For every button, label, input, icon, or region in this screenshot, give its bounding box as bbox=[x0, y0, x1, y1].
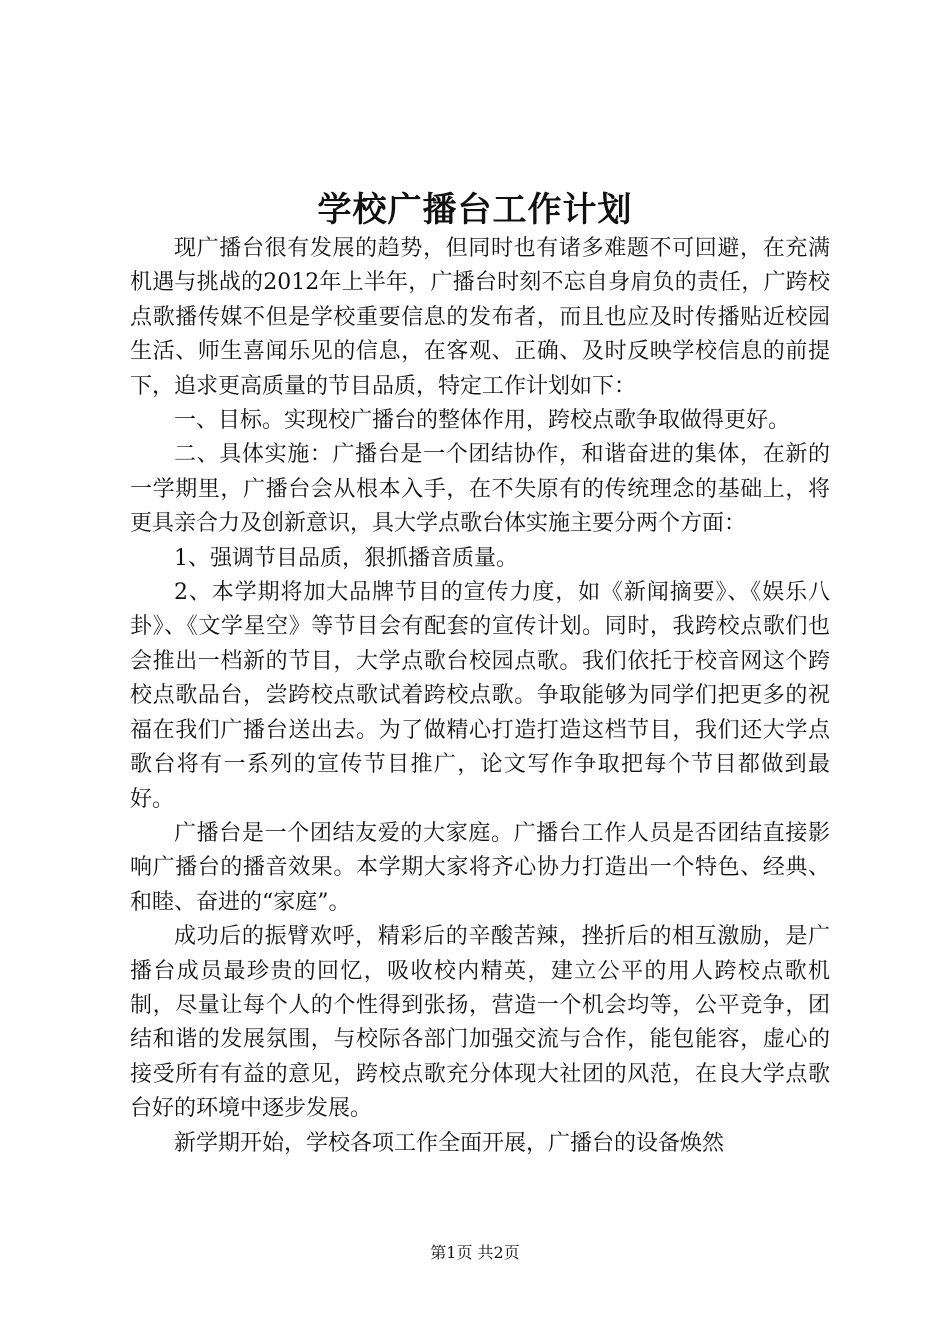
paragraph-implementation: 二、具体实施：广播台是一个团结协作，和谐奋进的集体，在新的一学期里，广播台会从根本入手，在不失原有的传统理念的基础上，将更具亲合力及创新意识，具大学点歌台体实施主要分两个方面： bbox=[130, 442, 830, 537]
paragraph-goal: 一、目标。实现校广播台的整体作用，跨校点歌争取做得更好。 bbox=[174, 408, 791, 434]
document-title: 学校广播台工作计划 bbox=[317, 190, 633, 230]
document-body bbox=[130, 232, 830, 1161]
paragraph-item-1: 1、强调节目品质，狠抓播音质量。 bbox=[174, 545, 518, 571]
paragraph-new-semester: 新学期开始，学校各项工作全面开展，广播台的设备焕然 bbox=[174, 1130, 725, 1156]
paragraph-intro: 现广播台很有发展的趋势，但同时也有诸多难题不可回避，在充满机遇与挑战的2012年上半年，广播台时刻不忘自身肩负的责任，广跨校点歌播传媒不但是学校重要信息的发布者，而且也应及时传播贴近校园生活、师生喜闻乐见的信息，在客观、正确、及时反映学校信息的前提下，追求更高质量的节目品质，特定工作计划如下： bbox=[130, 236, 830, 399]
paragraph-success: 成功后的振臂欢呼，精彩后的辛酸苦辣，挫折后的相互激励，是广播台成员最珍贵的回忆，吸收校内精英，建立公平的用人跨校点歌机制，尽量让每个人的个性得到张扬，营造一个机会均等，公平竞争，团结和谐的发展氛围，与校际各部门加强交流与合作，能包能容，虚心的接受所有有益的意见，跨校点歌充分体现大社团的风范，在良大学点歌台好的环境中逐步发展。 bbox=[130, 924, 830, 1122]
page-indicator: 第1页 共2页 bbox=[430, 1243, 520, 1262]
paragraph-family: 广播台是一个团结友爱的大家庭。广播台工作人员是否团结直接影响广播台的播音效果。本学期大家将齐心协力打造出一个特色、经典、和睦、奋进的“家庭”。 bbox=[130, 820, 830, 915]
paragraph-item-2: 2、本学期将加大品牌节目的宣传力度，如《新闻摘要》、《娱乐八卦》、《文学星空》等节目会有配套的宣传计划。同时，我跨校点歌们也会推出一档新的节目，大学点歌台校园点歌。我们依托于校音网这个跨校点歌品台，尝跨校点歌试着跨校点歌。争取能够为同学们把更多的祝福在我们广播台送出去。为了做精心打造打造这档节目，我们还大学点歌台将有一系列的宣传节目推广，论文写作争取把每个节目都做到最好。 bbox=[130, 580, 830, 812]
